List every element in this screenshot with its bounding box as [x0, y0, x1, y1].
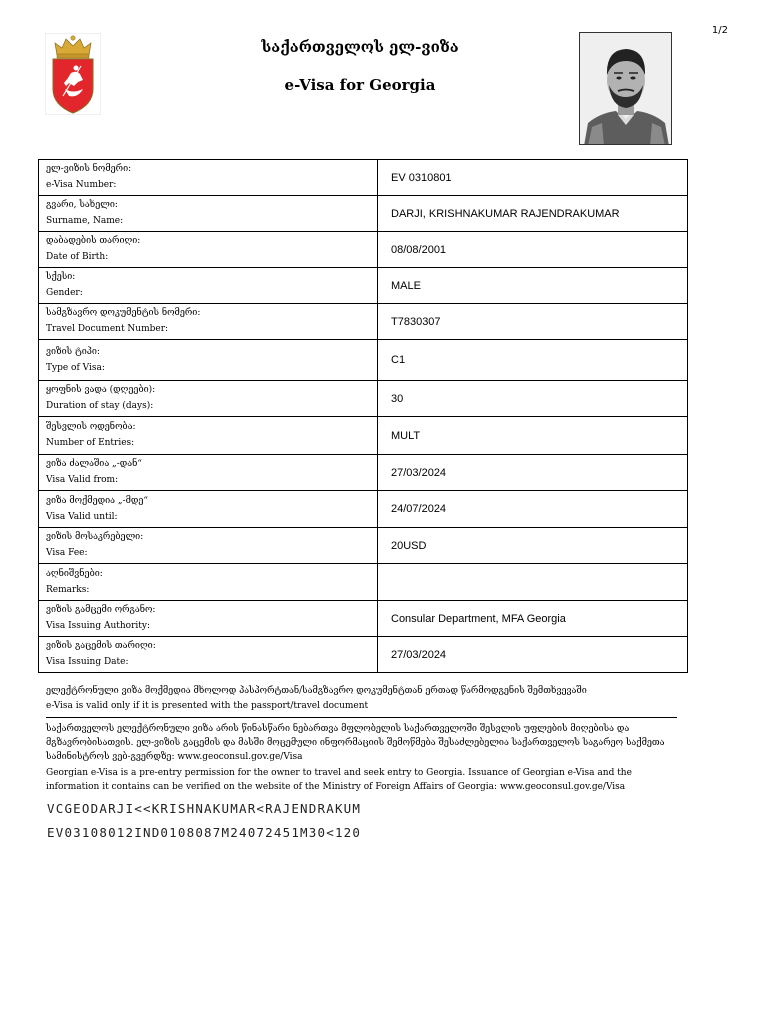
field-row: [39, 637, 688, 673]
field-label-ka: ვიზა ძალაშია „-დან“: [46, 459, 143, 469]
field-row: [39, 417, 688, 455]
field-value: 08/08/2001: [378, 232, 688, 268]
visa-details-table: [38, 159, 688, 673]
field-value: MALE: [378, 268, 688, 304]
field-value: 24/07/2024: [378, 491, 688, 528]
field-label: [39, 601, 378, 637]
field-row: [39, 304, 688, 340]
georgia-coat-of-arms-icon: [45, 33, 101, 115]
field-value: [378, 564, 688, 601]
field-row: [39, 455, 688, 491]
field-value: Consular Department, MFA Georgia: [378, 601, 688, 637]
field-row: [39, 268, 688, 304]
field-label: [39, 160, 378, 196]
field-row: [39, 196, 688, 232]
field-label-en: e-Visa Number:: [46, 180, 117, 190]
field-row: [39, 381, 688, 417]
field-label: [39, 196, 378, 232]
field-value: C1: [378, 340, 688, 381]
field-value: 27/03/2024: [378, 637, 688, 673]
field-label-ka: გვარი, სახელი:: [46, 200, 118, 210]
field-label: [39, 564, 378, 601]
field-label-ka: დაბადების თარიღი:: [46, 236, 141, 246]
field-label: [39, 528, 378, 564]
field-label-ka: სამგზავრო დოკუმენტის ნომერი:: [46, 308, 201, 318]
info-note-en: Georgian e-Visa is a pre-entry permission for the owner to travel and seek entry to Georgia. Issuance of Georgian e-Visa and the information it contains can be verified on the website of the Ministry of Foreign Affairs of Georgia: www.geoconsul.gov.ge/Visa: [46, 768, 632, 792]
person-photo-icon: [580, 33, 672, 145]
field-label: [39, 417, 378, 455]
field-label: [39, 491, 378, 528]
field-row: [39, 491, 688, 528]
field-value: T7830307: [378, 304, 688, 340]
field-label-ka: შესვლის ოდენობა:: [46, 422, 136, 432]
field-label: [39, 637, 378, 673]
field-label-en: Travel Document Number:: [46, 324, 169, 334]
field-label-ka: ვიზის ტიპი:: [46, 346, 100, 357]
field-label: [39, 340, 378, 381]
field-label-en: Remarks:: [46, 584, 90, 595]
field-label-ka: ვიზის მოსაკრებელი:: [46, 532, 144, 542]
field-label-en: Visa Issuing Date:: [46, 657, 129, 667]
field-value: EV 0310801: [378, 160, 688, 196]
title-english: e-Visa for Georgia: [284, 76, 436, 94]
field-label: [39, 268, 378, 304]
field-value: 30: [378, 381, 688, 417]
field-value: DARJI, KRISHNAKUMAR RAJENDRAKUMAR: [378, 196, 688, 232]
mrz-line-2: EV03108012IND0108087M24072451M30<120: [47, 825, 362, 840]
field-row: [39, 601, 688, 637]
field-row: [39, 564, 688, 601]
field-row: [39, 160, 688, 196]
validity-note-ka: ელექტრონული ვიზა მოქმედია მხოლოდ პასპორტთან/სამგზავრო დოკუმენტთან ერთად წარმოდგენის შემთხვევაში: [46, 686, 587, 696]
field-row: [39, 340, 688, 381]
field-value: MULT: [378, 417, 688, 455]
divider: [46, 717, 677, 718]
field-label-en: Visa Issuing Authority:: [46, 621, 150, 631]
field-label-en: Duration of stay (days):: [46, 401, 154, 411]
field-label-en: Visa Fee:: [46, 548, 88, 558]
field-label-en: Date of Birth:: [46, 252, 109, 262]
field-label-ka: სქესი:: [46, 272, 76, 282]
page-number: 1/2: [711, 25, 728, 36]
field-value: 27/03/2024: [378, 455, 688, 491]
validity-note: [46, 684, 587, 714]
field-row: [39, 232, 688, 268]
field-label-ka: ყოფნის ვადა (დღეები):: [46, 385, 156, 395]
info-note-ka: საქართველოს ელექტრონული ვიზა არის წინასწარი ნებართვა მფლობელის საქართველოში შესვლის უფლების მიღებისა და მგზავრობისათვის. ელ-ვიზის გაცემის და მასში მოცემული ინფორმაციის შემოწმება შესაძლებელია საქართველოს საგარეო საქმეთა სამინისტროს ვებ-გვერდზე: www.geoconsul.gov.ge/Visa: [46, 724, 665, 762]
field-label-ka: ვიზა მოქმედია „-მდე“: [46, 495, 149, 506]
field-label: [39, 455, 378, 491]
title-georgian: საქართველოს ელ-ვიზა: [261, 38, 459, 56]
field-value: 20USD: [378, 528, 688, 564]
validity-note-en: e-Visa is valid only if it is presented with the passport/travel document: [46, 701, 369, 711]
field-label-en: Visa Valid from:: [46, 475, 119, 485]
holder-photo: [579, 32, 672, 145]
field-label: [39, 232, 378, 268]
field-label: [39, 304, 378, 340]
field-label-en: Number of Entries:: [46, 438, 135, 448]
field-label-en: Visa Valid until:: [46, 511, 118, 522]
field-label-ka: ელ-ვიზის ნომერი:: [46, 164, 132, 174]
field-label-en: Surname, Name:: [46, 216, 124, 226]
field-label-en: Type of Visa:: [46, 362, 105, 373]
field-label-ka: აღნიშვნები:: [46, 568, 103, 579]
field-label-ka: ვიზის გამცემი ორგანო:: [46, 605, 156, 615]
mrz-line-1: VCGEODARJI<<KRISHNAKUMAR<RAJENDRAKUM: [47, 801, 362, 816]
field-label-en: Gender:: [46, 288, 83, 298]
field-label: [39, 381, 378, 417]
field-label-ka: ვიზის გაცემის თარიღი:: [46, 641, 156, 651]
field-row: [39, 528, 688, 564]
